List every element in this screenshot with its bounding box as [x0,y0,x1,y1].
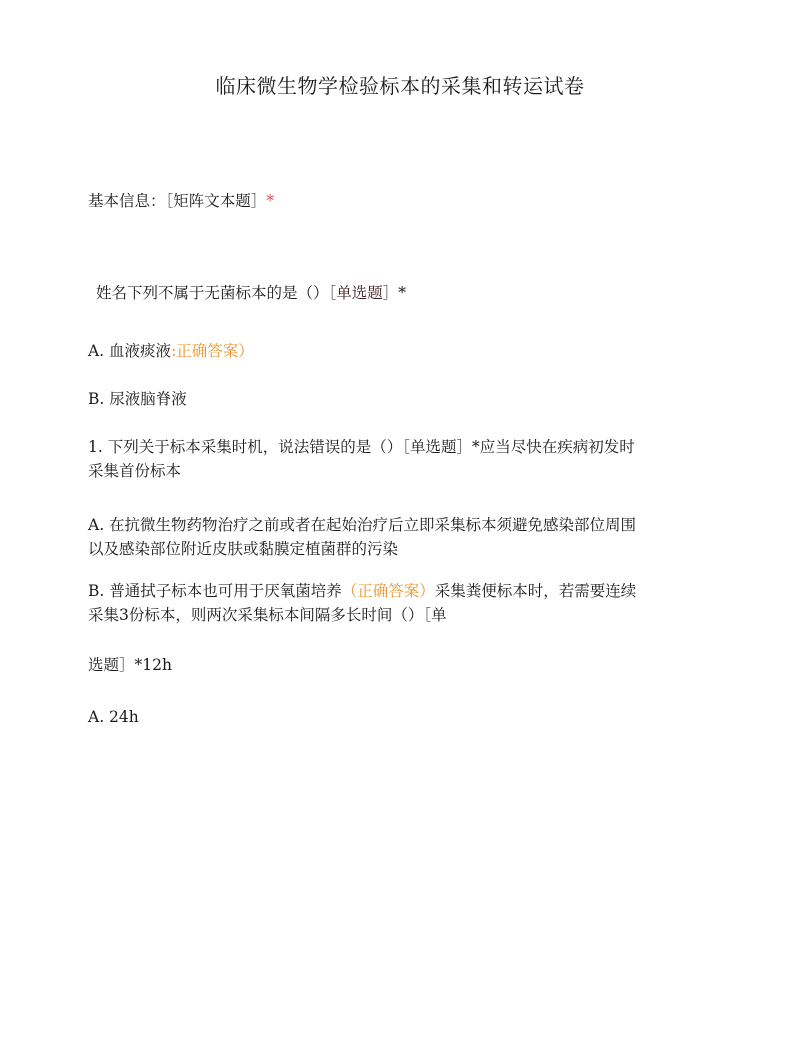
question-0-text: 姓名下列不属于无菌标本的是（）［ [96,284,337,302]
question-0 [96,280,736,306]
question-1-option-b-line-2: 采集3份标本，则两次采集标本间隔多长时间（）［单 [88,606,447,624]
required-star: * [266,192,275,210]
page-title: 临床微生物学检验标本的采集和转运试卷 [215,74,585,98]
question-1-option-a-line-1: A. 在抗微生物药物治疗之前或者在起始治疗后立即采集标本须避免感染部位周围 [88,516,637,534]
correct-answer-label: :正确答案） [171,342,254,360]
option-b-text: B. 普通拭子标本也可用于厌氧菌培养 [88,582,342,600]
question-2-start: 采集粪便标本时，若需要连续 [434,582,637,600]
question-1-option-a-line-2: 以及感染部位附近皮肤或黏膜定植菌群的污染 [88,540,399,558]
question-1-option-b-line-1 [88,578,728,604]
question-0-type: 单选题 [336,284,383,302]
option-a-text: A. 血液痰液 [88,342,172,360]
question-0-option-b: B. 尿液脑脊液 [88,390,187,408]
question-2-option-a: A. 24h [88,708,139,726]
correct-answer-label: （正确答案） [341,582,435,600]
question-0-close: ］* [382,284,407,302]
question-1-line-2: 采集首份标本 [88,462,182,480]
basic-info-line [88,188,728,214]
question-2-line-1: 选题］*12h [88,656,172,674]
question-0-option-a [88,338,728,364]
question-1-line-1: 1. 下列关于标本采集时机，说法错误的是（）［单选题］*应当尽快在疾病初发时 [88,438,635,456]
basic-info-label: 基本信息：［矩阵文本题］ [88,192,267,210]
